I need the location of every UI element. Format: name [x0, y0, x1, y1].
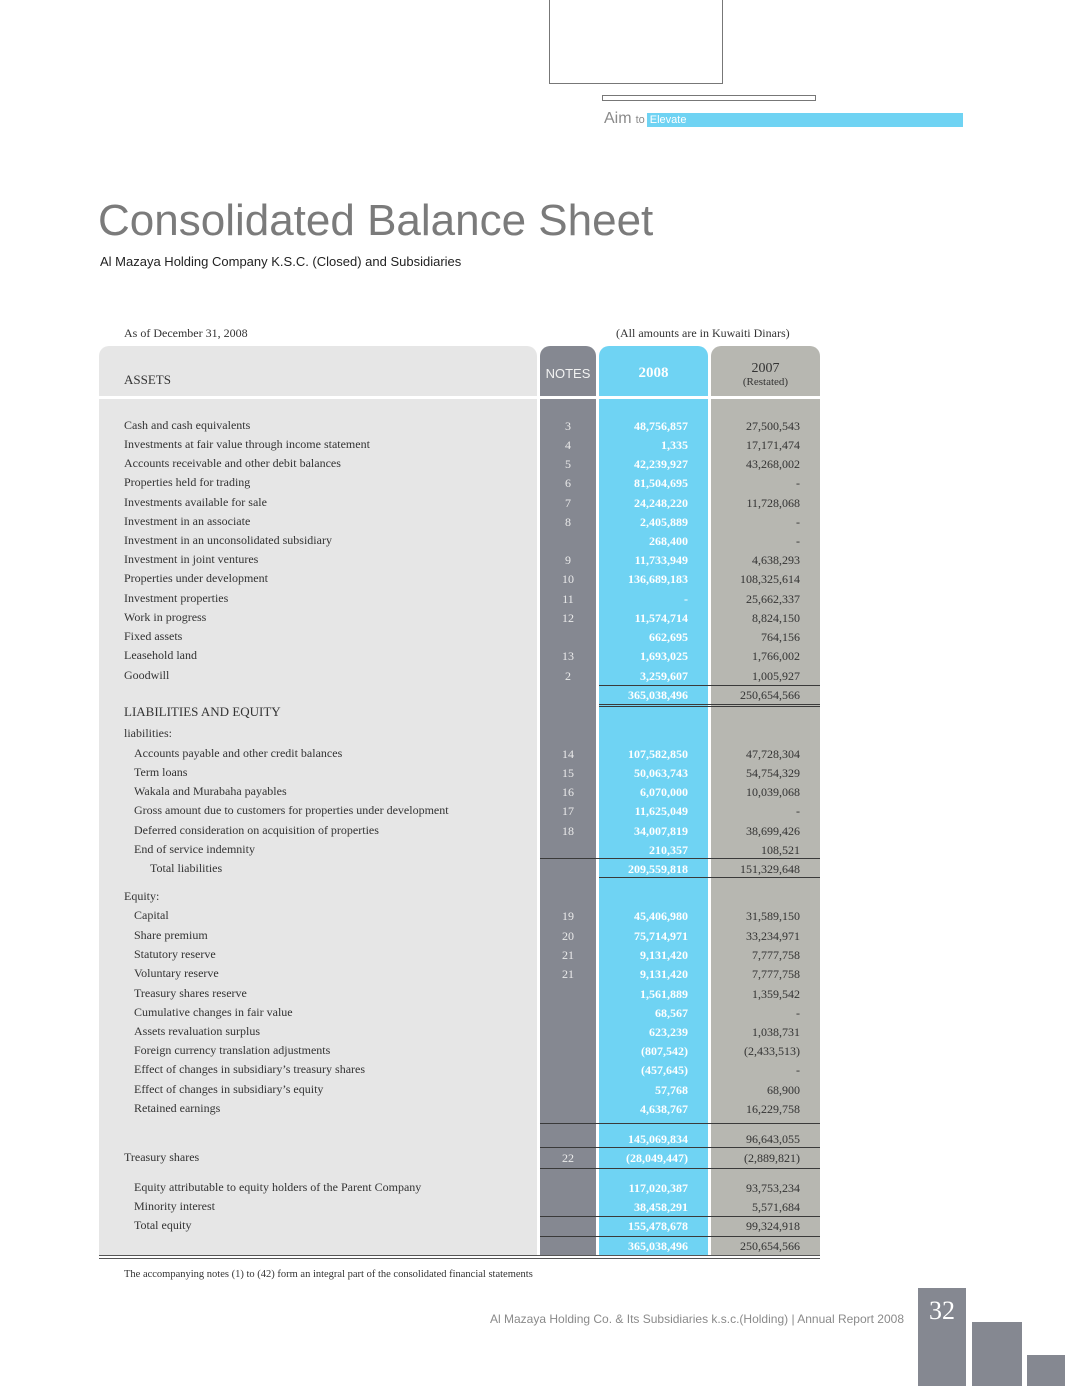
table-row: [0, 704, 1065, 723]
row-value-2008: 11,574,714: [634, 611, 688, 625]
row-value-2007: 68,900: [767, 1083, 800, 1097]
row-value-2008: (28,049,447): [626, 1151, 688, 1165]
row-note: 20: [562, 929, 574, 943]
row-label: liabilities:: [124, 726, 172, 740]
row-value-2007: 38,699,426: [746, 824, 800, 838]
row-value-2007: 7,777,758: [752, 967, 800, 981]
row-value-2007: 1,038,731: [752, 1025, 800, 1039]
row-label: Investment in joint ventures: [124, 552, 259, 566]
row-note: 7: [565, 496, 571, 510]
row-note: 4: [565, 438, 571, 452]
row-value-2007: 250,654,566: [740, 1239, 800, 1253]
row-value-2007: 93,753,234: [746, 1181, 800, 1195]
table-row: [0, 456, 1065, 475]
table-row: [0, 986, 1065, 1005]
row-label: Investments at fair value through income statement: [124, 437, 370, 451]
tagline-to: to: [635, 114, 645, 126]
row-value-2008: 662,695: [649, 630, 688, 644]
row-value-2007: -: [796, 804, 800, 818]
page-subtitle: Al Mazaya Holding Company K.S.C. (Closed) and Subsidiaries: [100, 254, 462, 269]
as-of-date: As of December 31, 2008: [124, 326, 248, 340]
row-value-2007: 17,171,474: [746, 438, 800, 452]
row-value-2007: 96,643,055: [746, 1132, 800, 1146]
row-value-2007: 8,824,150: [752, 611, 800, 625]
row-label: Leasehold land: [124, 648, 197, 662]
row-label: Gross amount due to customers for properties under development: [134, 803, 449, 817]
row-value-2007: 16,229,758: [746, 1102, 800, 1116]
row-value-2007: 47,728,304: [746, 747, 800, 761]
row-value-2007: 1,005,927: [752, 669, 800, 683]
row-value-2008: (807,542): [641, 1044, 688, 1058]
row-label: End of service indemnity: [134, 842, 255, 856]
row-note: 3: [565, 419, 571, 433]
subtotal-rule: [540, 1147, 820, 1148]
tagline: [604, 110, 963, 130]
table-row: [0, 571, 1065, 590]
row-value-2008: 42,239,927: [634, 457, 688, 471]
row-value-2008: 34,007,819: [634, 824, 688, 838]
row-value-2008: 9,131,420: [640, 967, 688, 981]
table-row: [0, 908, 1065, 927]
table-row: [0, 928, 1065, 947]
table-row: [0, 552, 1065, 571]
table-row: [0, 495, 1065, 514]
table-row: [0, 437, 1065, 456]
row-value-2007: 43,268,002: [746, 457, 800, 471]
row-label: Equity:: [124, 889, 160, 903]
row-label: Goodwill: [124, 668, 170, 682]
table-row: [0, 591, 1065, 610]
row-value-2008: 365,038,496: [628, 1239, 688, 1253]
row-note: 16: [562, 785, 574, 799]
table-row: [0, 947, 1065, 966]
row-label: Investment in an associate: [124, 514, 251, 528]
tagline-aim: Aim: [604, 110, 632, 127]
table-row: [0, 475, 1065, 494]
row-label: Treasury shares reserve: [134, 986, 247, 1000]
row-label: Total equity: [134, 1218, 192, 1232]
row-value-2007: 10,039,068: [746, 785, 800, 799]
year-2007-heading: [711, 362, 820, 388]
table-row: [0, 966, 1065, 985]
row-value-2007: 151,329,648: [740, 862, 800, 876]
row-note: 21: [562, 948, 574, 962]
row-label: Investments available for sale: [124, 495, 267, 509]
tagline-elevate: Elevate: [647, 113, 963, 127]
row-value-2008: 1,561,889: [640, 987, 688, 1001]
row-value-2008: 11,625,049: [634, 804, 688, 818]
notes-heading: NOTES: [545, 366, 591, 381]
row-value-2008: 38,458,291: [634, 1200, 688, 1214]
row-label: Accounts payable and other credit balances: [134, 746, 343, 760]
row-label: Accounts receivable and other debit balances: [124, 456, 341, 470]
table-row: [0, 1101, 1065, 1120]
row-value-2007: -: [796, 515, 800, 529]
row-label: Effect of changes in subsidiary’s treasury shares: [134, 1062, 366, 1076]
row-label: Assets revaluation surplus: [134, 1024, 260, 1038]
header-bar-decoration: [602, 95, 816, 101]
table-row: [0, 1062, 1065, 1081]
row-note: 15: [562, 766, 574, 780]
row-value-2008: 6,070,000: [640, 785, 688, 799]
row-value-2007: (2,889,821): [744, 1151, 800, 1165]
row-note: 10: [562, 572, 574, 586]
assets-heading: ASSETS: [124, 372, 171, 387]
row-label: Cash and cash equivalents: [124, 418, 251, 432]
row-note: 14: [562, 747, 574, 761]
row-value-2007: 31,589,150: [746, 909, 800, 923]
table-row: [0, 861, 1065, 880]
row-label: Capital: [134, 908, 169, 922]
table-bottom-rule-double: [99, 1258, 820, 1259]
row-value-2007: -: [796, 476, 800, 490]
footer-text: Al Mazaya Holding Co. & Its Subsidiaries k.s.c.(Holding) | Annual Report 2008: [490, 1312, 904, 1326]
row-label: Cumulative changes in fair value: [134, 1005, 293, 1019]
row-label: Investment in an unconsolidated subsidiary: [124, 533, 332, 547]
row-label: Effect of changes in subsidiary’s equity: [134, 1082, 324, 1096]
row-value-2008: 57,768: [655, 1083, 688, 1097]
subtotal-rule: [540, 1236, 820, 1237]
row-value-2008: 75,714,971: [634, 929, 688, 943]
row-value-2008: 1,693,025: [640, 649, 688, 663]
table-row: [0, 533, 1065, 552]
row-value-2008: 50,063,743: [634, 766, 688, 780]
table-row: [0, 726, 1065, 745]
table-row: [0, 803, 1065, 822]
subtotal-rule: [599, 704, 820, 705]
row-value-2008: 623,239: [649, 1025, 688, 1039]
table-bottom-rule: [99, 1255, 820, 1256]
row-value-2008: 9,131,420: [640, 948, 688, 962]
header-frame-decoration: [549, 0, 723, 84]
subtotal-rule: [540, 858, 820, 859]
row-label: Deferred consideration on acquisition of properties: [134, 823, 379, 837]
table-row: [0, 610, 1065, 629]
row-value-2008: 107,582,850: [628, 747, 688, 761]
row-value-2008: 155,478,678: [628, 1219, 688, 1233]
row-value-2007: 99,324,918: [746, 1219, 800, 1233]
row-label: Statutory reserve: [134, 947, 216, 961]
row-value-2008: -: [684, 592, 688, 606]
row-label: Total liabilities: [150, 861, 223, 875]
table-row: [0, 514, 1065, 533]
table-row: [0, 1180, 1065, 1199]
row-note: 21: [562, 967, 574, 981]
subtotal-rule: [540, 1216, 820, 1217]
row-note: 18: [562, 824, 574, 838]
units-note: (All amounts are in Kuwaiti Dinars): [616, 326, 790, 340]
table-row: [0, 1024, 1065, 1043]
subtotal-rule: [540, 1123, 820, 1124]
table-row: [0, 1005, 1065, 1024]
table-row: [0, 823, 1065, 842]
row-value-2008: (457,645): [641, 1063, 688, 1077]
row-note: 5: [565, 457, 571, 471]
row-value-2007: (2,433,513): [744, 1044, 800, 1058]
row-note: 22: [562, 1151, 574, 1165]
row-value-2008: 3,259,607: [640, 669, 688, 683]
table-row: [0, 842, 1065, 861]
row-value-2007: 108,325,614: [740, 572, 800, 586]
row-value-2007: 250,654,566: [740, 688, 800, 702]
table-row: [0, 648, 1065, 667]
table-row: [0, 1082, 1065, 1101]
row-label: Share premium: [134, 928, 208, 942]
row-value-2008: 136,689,183: [628, 572, 688, 586]
row-value-2008: 68,567: [655, 1006, 688, 1020]
table-row: [0, 668, 1065, 687]
row-value-2007: 11,728,068: [746, 496, 800, 510]
subtotal-rule: [599, 685, 820, 686]
table-row: [0, 746, 1065, 765]
table-row: [0, 1199, 1065, 1218]
row-value-2008: 1,335: [661, 438, 688, 452]
row-value-2007: 27,500,543: [746, 419, 800, 433]
row-note: 19: [562, 909, 574, 923]
table-row: [0, 1150, 1065, 1169]
row-label: Work in progress: [124, 610, 207, 624]
row-value-2007: 1,359,542: [752, 987, 800, 1001]
row-label: Investment properties: [124, 591, 229, 605]
row-value-2008: 11,733,949: [634, 553, 688, 567]
row-note: 13: [562, 649, 574, 663]
row-label: Wakala and Murabaha payables: [134, 784, 287, 798]
table-row: [0, 418, 1065, 437]
year-2008-heading: 2008: [638, 365, 669, 381]
table-row: [0, 765, 1065, 784]
row-value-2008: 268,400: [649, 534, 688, 548]
row-value-2008: 209,559,818: [628, 862, 688, 876]
row-value-2008: 365,038,496: [628, 688, 688, 702]
row-label: Term loans: [134, 765, 188, 779]
row-value-2007: 764,156: [761, 630, 800, 644]
row-value-2007: -: [796, 1063, 800, 1077]
row-value-2007: -: [796, 1006, 800, 1020]
table-row: [0, 1043, 1065, 1062]
row-value-2007: 4,638,293: [752, 553, 800, 567]
row-value-2008: 81,504,695: [634, 476, 688, 490]
row-value-2008: 117,020,387: [628, 1181, 688, 1195]
footnote: The accompanying notes (1) to (42) form an integral part of the consolidated financial statements: [124, 1269, 533, 1280]
subtotal-rule: [599, 706, 820, 707]
row-value-2008: 210,357: [649, 843, 688, 857]
row-label: Voluntary reserve: [134, 966, 219, 980]
year-2007-label: 2007: [751, 361, 780, 376]
row-value-2008: 48,756,857: [634, 419, 688, 433]
row-value-2007: 7,777,758: [752, 948, 800, 962]
row-value-2008: 45,406,980: [634, 909, 688, 923]
row-note: 8: [565, 515, 571, 529]
table-row: [0, 784, 1065, 803]
row-value-2007: 108,521: [761, 843, 800, 857]
row-label: Minority interest: [134, 1199, 215, 1213]
row-value-2008: 2,405,889: [640, 515, 688, 529]
row-label: Properties under development: [124, 571, 268, 585]
row-note: 9: [565, 553, 571, 567]
subtotal-rule: [540, 1168, 820, 1169]
row-label: Equity attributable to equity holders of the Parent Company: [134, 1180, 422, 1194]
table-row: [0, 1131, 1065, 1150]
row-note: 12: [562, 611, 574, 625]
table-row: [0, 629, 1065, 648]
row-value-2008: 4,638,767: [640, 1102, 688, 1116]
row-label: Treasury shares: [124, 1150, 200, 1164]
row-value-2007: 33,234,971: [746, 929, 800, 943]
subtotal-rule: [599, 877, 820, 878]
footer-decoration-block: [972, 1322, 1022, 1386]
row-label: Retained earnings: [134, 1101, 221, 1115]
row-value-2008: 24,248,220: [634, 496, 688, 510]
page-title: Consolidated Balance Sheet: [98, 196, 654, 245]
row-value-2007: 5,571,684: [752, 1200, 800, 1214]
row-note: 17: [562, 804, 574, 818]
header-divider: [99, 396, 820, 399]
row-label: Properties held for trading: [124, 475, 251, 489]
row-note: 2: [565, 669, 571, 683]
row-label: Fixed assets: [124, 629, 183, 643]
row-note: 6: [565, 476, 571, 490]
row-value-2007: 1,766,002: [752, 649, 800, 663]
row-label: Foreign currency translation adjustments: [134, 1043, 331, 1057]
row-value-2007: 25,662,337: [746, 592, 800, 606]
table-row: [0, 889, 1065, 908]
row-label: LIABILITIES AND EQUITY: [124, 704, 281, 719]
footer-decoration-block-small: [1027, 1355, 1065, 1386]
row-value-2008: 145,069,834: [628, 1132, 688, 1146]
table-row: [0, 1218, 1065, 1237]
page-number: 32: [929, 1296, 955, 1325]
row-value-2007: 54,754,329: [746, 766, 800, 780]
restated-label: (Restated): [742, 376, 789, 388]
row-note: 11: [562, 592, 574, 606]
row-value-2007: -: [796, 534, 800, 548]
